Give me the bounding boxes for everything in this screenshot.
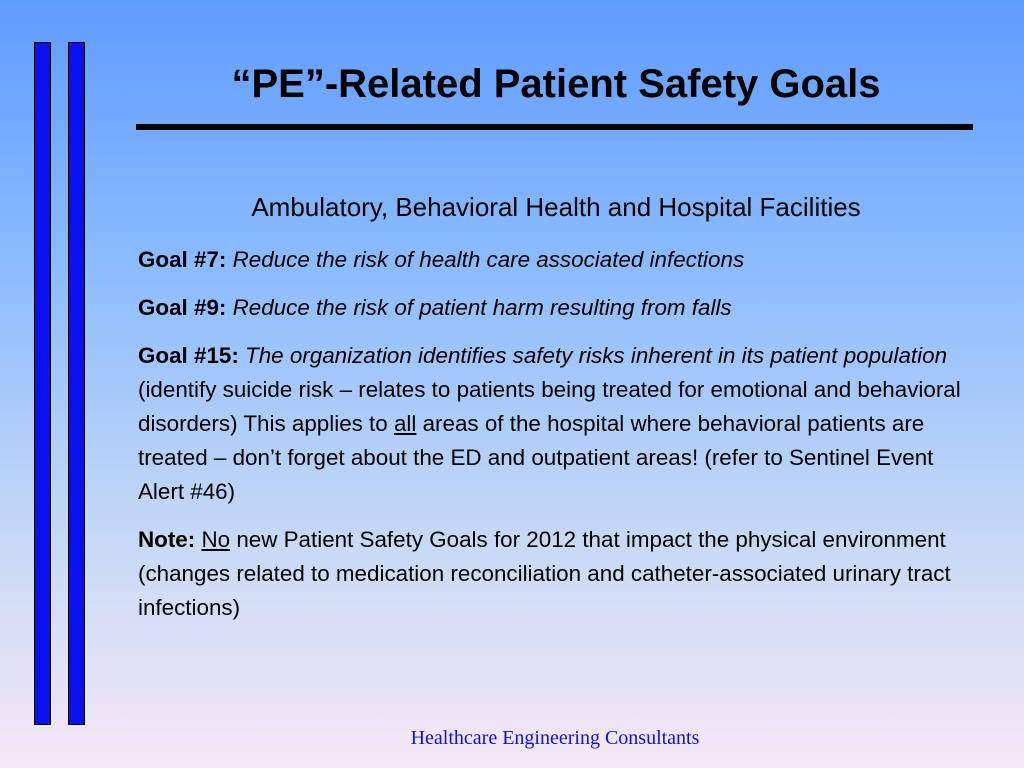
goal-label: Goal #7:: [138, 247, 227, 272]
goal-item: [138, 291, 978, 325]
goal-text: Reduce the risk of patient harm resulting from falls: [232, 295, 732, 320]
decorative-bar-left: [34, 42, 51, 725]
goal-text: Reduce the risk of health care associated infections: [232, 247, 745, 272]
slide-body: [138, 243, 978, 639]
footer-text: Healthcare Engineering Consultants: [410, 727, 700, 749]
decorative-bar-right: [68, 42, 85, 725]
note-item: [138, 523, 978, 625]
title-divider: [136, 124, 973, 130]
goal-label: Goal #9:: [138, 295, 227, 320]
goal-emphasis: all: [393, 411, 417, 436]
slide-title: “PE”-Related Patient Safety Goals: [231, 62, 881, 106]
goal-item: [138, 243, 978, 277]
note-emphasis: No: [201, 527, 231, 552]
goal-item: [138, 339, 978, 509]
goal-detail: (identify suicide risk – relates to patients being treated for emotional and behavioral disorders) This applies to: [138, 377, 961, 436]
goal-text: The organization identifies safety risks inherent in its patient population: [245, 343, 948, 368]
goal-label: Goal #15:: [138, 343, 239, 368]
note-text: new Patient Safety Goals for 2012 that impact the physical environment (changes related to medication reconciliation and catheter-associated urinary tract infections): [138, 527, 951, 620]
slide-subtitle: Ambulatory, Behavioral Health and Hospital Facilities: [251, 192, 861, 222]
goal-detail-continued: areas of the hospital where behavioral patients are treated – don’t forget about the ED and outpatient areas! (refer to Sentinel Event Alert #46): [138, 411, 934, 504]
note-label: Note:: [138, 527, 196, 552]
